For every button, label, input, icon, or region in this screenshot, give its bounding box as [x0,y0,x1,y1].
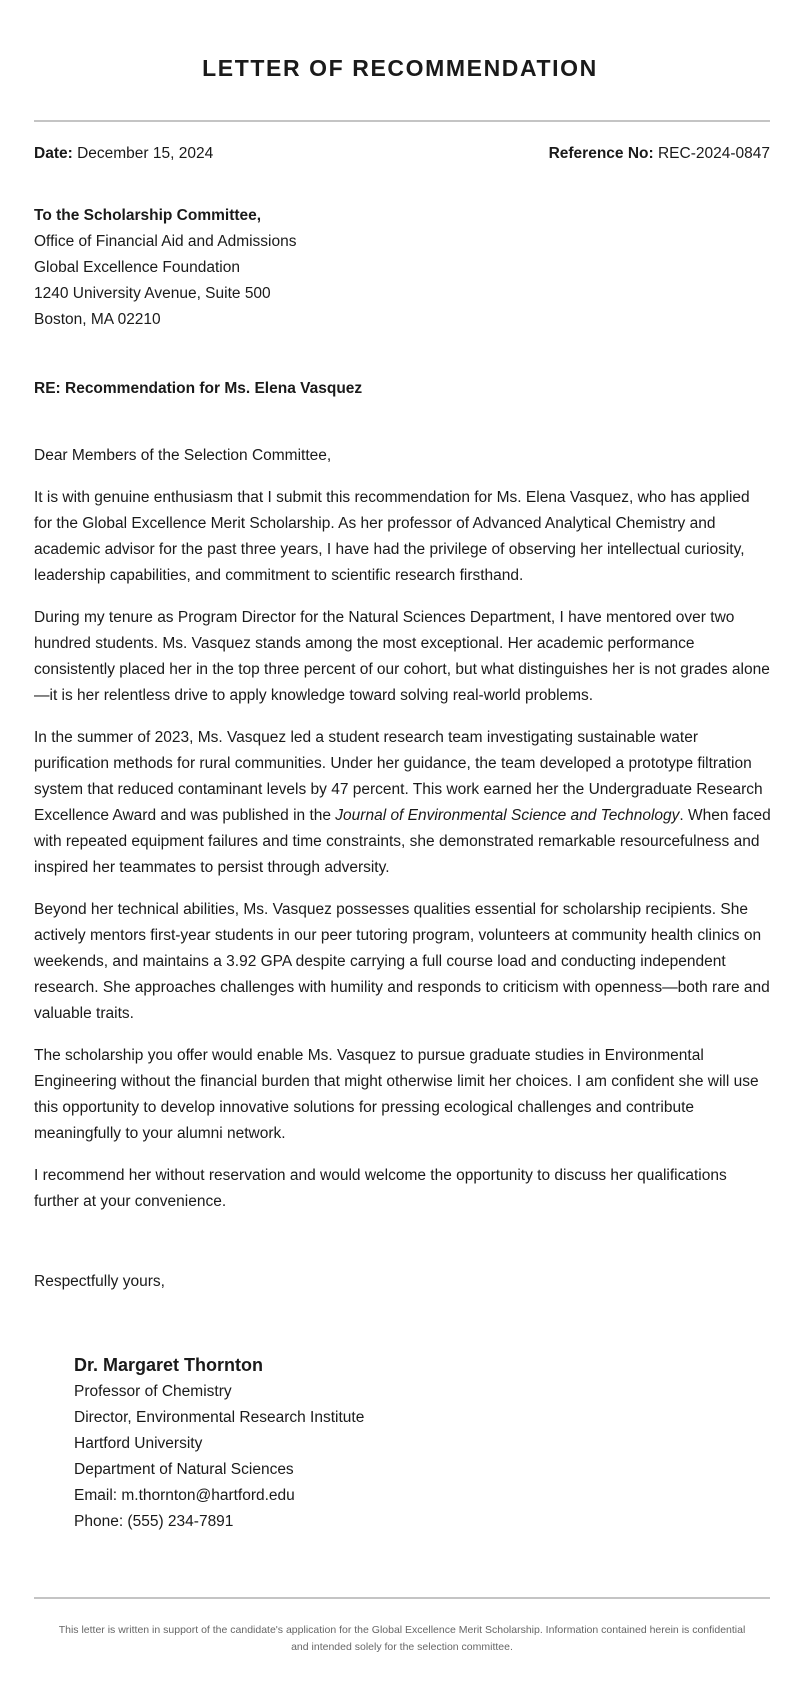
signature-block [74,1351,364,1535]
footer-line: This letter is written in support of the candidate's application for the Global Excellence Merit Scholarship. Information contained herein is confidential [58,1624,746,1636]
signatory-institution: Hartford University [74,1435,203,1452]
recipient-line: Office of Financial Aid and Admissions [34,233,297,250]
paragraph-text: . When faced with repeated equipment failures and time constraints, she demonstrated remarkable resourcefulness and inspired her teammates to persist through adversity. [34,807,771,876]
date-label: Date: [34,145,73,162]
journal-title: Journal of Environmental Science and Technology [335,807,680,824]
date-value: December 15, 2024 [77,145,214,162]
reference-label: Reference No: [548,145,654,162]
signatory-department: Department of Natural Sciences [74,1461,294,1478]
letter-title: LETTER OF RECOMMENDATION [202,55,598,81]
closing: Respectfully yours, [34,1273,165,1290]
letter-body [34,443,772,1231]
confidentiality-footer [34,1622,770,1656]
paragraph-text: In the summer of 2023, Ms. Vasquez led a student research team investigating sustainable water purification methods for rural communities. Under her guidance, the team developed a prototype filtration system that reduced contaminant levels by 47 percent. This work earned her the Undergraduate Research Excellence Award and was published in the [34,729,763,824]
signatory-email: Email: m.thornton@hartford.edu [74,1487,295,1504]
footer-divider [34,1597,770,1599]
signatory-title: Director, Environmental Research Institute [74,1409,365,1426]
header-divider [34,120,770,122]
recipient-line: Boston, MA 02210 [34,311,161,328]
recipient-address [34,203,297,333]
footer-line: and intended solely for the selection committee. [291,1641,513,1653]
signatory-name: Dr. Margaret Thornton [74,1355,264,1375]
recipient-salutation: To the Scholarship Committee, [34,207,262,224]
reference-field [549,141,770,167]
recipient-line: Global Excellence Foundation [34,259,240,276]
recipient-line: 1240 University Avenue, Suite 500 [34,285,271,302]
date-field [34,141,213,167]
subject-line: RE: Recommendation for Ms. Elena Vasquez [34,380,363,397]
signatory-title: Professor of Chemistry [74,1383,232,1400]
body-paragraph: The scholarship you offer would enable Ms. Vasquez to pursue graduate studies in Environmental Engineering without the financial burden that might otherwise limit her choices. I am confident she will use this opportunity to develop innovative solutions for pressing ecological challenges and contribute meaningfully to your alumni network. [34,1047,759,1142]
signatory-phone: Phone: (555) 234-7891 [74,1513,234,1530]
body-paragraph [34,725,772,881]
reference-value: REC-2024-0847 [657,145,770,162]
body-paragraph: During my tenure as Program Director for the Natural Sciences Department, I have mentored over two hundred students. Ms. Vasquez stands among the most exceptional. Her academic performance consistently placed her in the top three percent of our cohort, but what distinguishes her is not grades alone—it is her relentless drive to apply knowledge toward solving real-world problems. [34,609,770,704]
body-paragraph: It is with genuine enthusiasm that I submit this recommendation for Ms. Elena Vasquez, who has applied for the Global Excellence Merit Scholarship. As her professor of Advanced Analytical Chemistry and academic advisor for the past three years, I have had the privilege of observing her intellectual curiosity, leadership capabilities, and commitment to scientific research firsthand. [34,489,750,584]
greeting: Dear Members of the Selection Committee, [34,447,332,464]
body-paragraph: Beyond her technical abilities, Ms. Vasquez possesses qualities essential for scholarship recipients. She actively mentors first-year students in our peer tutoring program, volunteers at community health clinics on weekends, and maintains a 3.92 GPA despite carrying a full course load and conducting independent research. She approaches challenges with humility and responds to criticism with openness—both rare and valuable traits. [34,901,770,1022]
body-paragraph: I recommend her without reservation and would welcome the opportunity to discuss her qualifications further at your convenience. [34,1167,727,1210]
